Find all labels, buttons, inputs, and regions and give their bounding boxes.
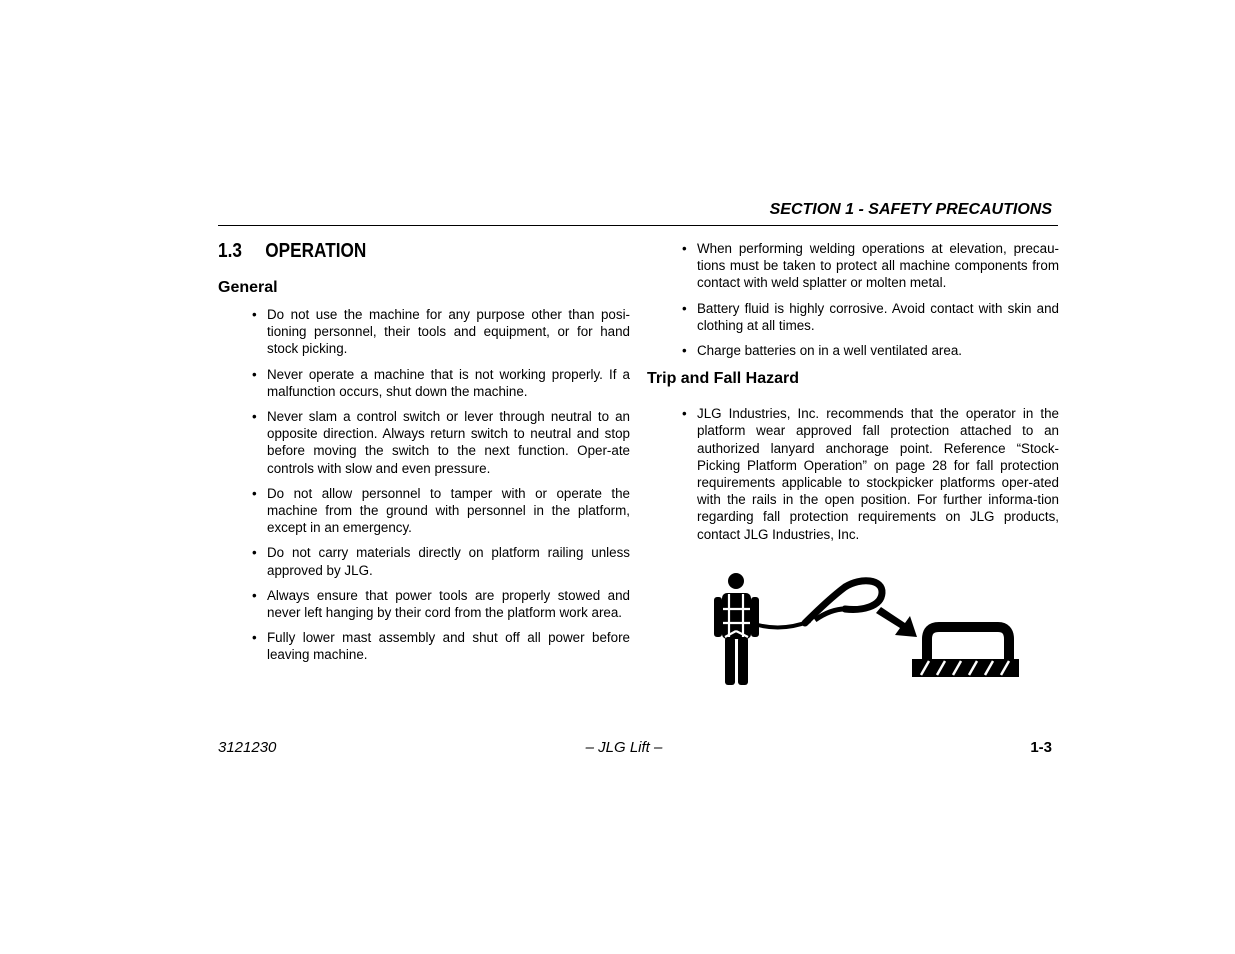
header-divider [218, 225, 1058, 226]
page-number: 1-3 [1030, 739, 1052, 756]
arrow-icon [876, 607, 917, 637]
list-item: • Never operate a machine that is not working properly. If a malfunction occurs, shut down the machine. [218, 366, 630, 400]
list-item: • Always ensure that power tools are properly stowed and never left hanging by their cord from the platform work area. [218, 587, 630, 621]
section-number: 1.3 [218, 240, 242, 262]
anchor-point-icon [912, 627, 1019, 677]
footer-product: – JLG Lift – [585, 739, 663, 756]
section-heading [218, 238, 572, 264]
trip-fall-heading: Trip and Fall Hazard [647, 370, 800, 388]
section-title: OPERATION [265, 240, 367, 262]
list-item: • JLG Industries, Inc. recommends that the operator in the platform wear approved fall protection attached to an authorized lanyard anchorage point. Reference “Stock-Picking Platform Operation” on page 28 for fall protection requirements applicable to stockpicker platforms oper-ated with the rails in the open position. For further informa-tion regarding fall protection requirements on JLG products, contact JLG Industries, Inc. [647, 405, 1059, 543]
list-item: • Do not allow personnel to tamper with or operate the machine from the ground with personnel in the platform, except in an emergency. [218, 485, 630, 537]
right-list [647, 240, 1059, 359]
list-item: • Do not use the machine for any purpose other than posi-tioning personnel, their tools and equipment, or for hand stock picking. [218, 306, 630, 358]
list-item: • Battery fluid is highly corrosive. Avoid contact with skin and clothing at all times. [647, 300, 1059, 334]
general-list [218, 306, 630, 664]
section-header: SECTION 1 - SAFETY PRECAUTIONS [769, 201, 1052, 218]
trip-fall-list [647, 405, 1059, 543]
list-item: • Fully lower mast assembly and shut off all power before leaving machine. [218, 629, 630, 663]
list-item: • When performing welding operations at elevation, precau-tions must be taken to protect all machine components from contact with weld splatter or molten metal. [647, 240, 1059, 292]
harness-lanyard-anchor-icon [705, 565, 1035, 695]
doc-number: 3121230 [218, 739, 277, 756]
general-heading: General [218, 279, 278, 296]
list-item: • Do not carry materials directly on platform railing unless approved by JLG. [218, 544, 630, 578]
left-column [218, 238, 630, 672]
list-item: • Never slam a control switch or lever through neutral to an opposite direction. Always return switch to neutral and stop before moving the switch to the next function. Oper-ate controls with slow and even pressure. [218, 408, 630, 477]
list-item: • Charge batteries on in a well ventilated area. [647, 342, 1059, 359]
person-figure [714, 573, 759, 685]
right-column [647, 240, 1059, 551]
